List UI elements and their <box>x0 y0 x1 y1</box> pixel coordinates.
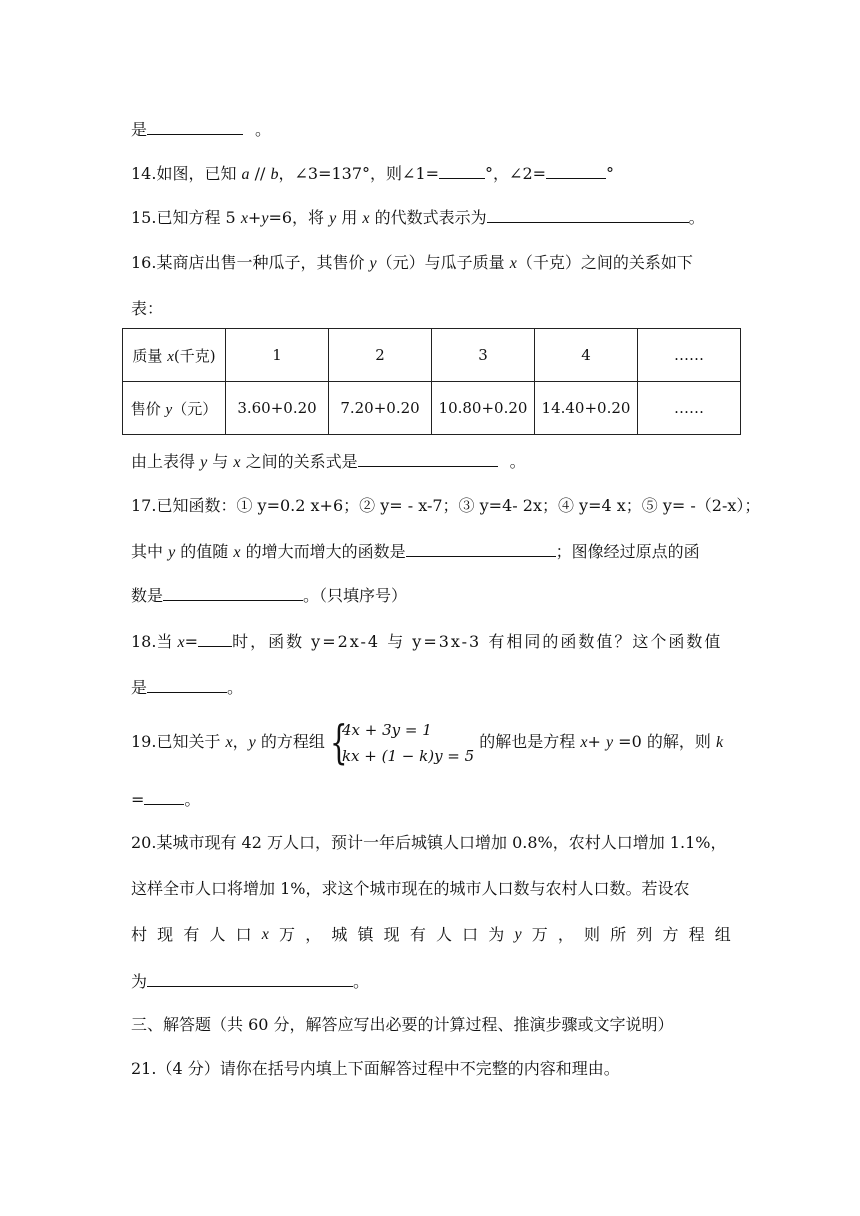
brace-symbol: { <box>329 714 348 769</box>
table-header-cell: 售价 y（元） <box>123 382 226 435</box>
answer-blank[interactable] <box>198 630 232 647</box>
table-cell: …… <box>638 382 741 435</box>
table-cell: 1 <box>226 329 329 382</box>
table-cell: 10.80+0.20 <box>432 382 535 435</box>
question-17-line3: 数是 。（只填序号） <box>131 586 408 605</box>
question-20-line3: 村 现 有 人 口 x 万 ， 城 镇 现 有 人 口 为 y 万 ， 则 所 列 方 程 组 <box>131 925 731 944</box>
q13-tail: 是 。 <box>131 120 272 139</box>
table-header-cell: 质量 x(千克) <box>123 329 226 382</box>
answer-blank[interactable] <box>147 970 353 987</box>
question-14: 14.如图，已知 a // b，∠3=137°，则∠1= °，∠2= ° <box>131 164 615 183</box>
question-19-line2: = 。 <box>131 790 201 809</box>
question-17-line2: 其中 y 的值随 x 的增大而增大的函数是 ；图像经过原点的函 <box>131 542 700 561</box>
table-cell: 3.60+0.20 <box>226 382 329 435</box>
answer-blank[interactable] <box>147 676 227 693</box>
question-20-line1: 20.某城市现有 42 万人口，预计一年后城镇人口增加 0.8%，农村人口增加 1.1%， <box>131 833 727 852</box>
equation-1: 4x + 3y = 1 <box>341 720 432 739</box>
answer-blank[interactable] <box>163 584 303 601</box>
price-table <box>122 328 741 435</box>
answer-blank[interactable] <box>406 540 556 557</box>
question-18-line1: 18.当 x= 时，函数 y=2x-4 与 y=3x-3 有相同的函数值？这个函数值 <box>131 632 723 651</box>
equation-system <box>329 714 475 769</box>
answer-blank[interactable] <box>487 206 689 223</box>
table-cell: 14.40+0.20 <box>535 382 638 435</box>
question-16-line2: 表： <box>131 299 164 318</box>
table-cell: 2 <box>329 329 432 382</box>
question-16-line1: 16.某商店出售一种瓜子，其售价 y（元）与瓜子质量 x（千克）之间的关系如下 <box>131 253 693 272</box>
table-cell: 3 <box>432 329 535 382</box>
answer-blank[interactable] <box>144 788 184 805</box>
table-row <box>123 382 741 435</box>
equation-2: kx + (1 − k)y = 5 <box>341 746 475 765</box>
answer-blank[interactable] <box>439 162 485 179</box>
table-cell: …… <box>638 329 741 382</box>
question-19-line1: 19.已知关于 x，y 的方程组 { 4x + 3y = 1 kx + (1 − k)y = 5 的解也是方程 x+ y =0 的解，则 k <box>131 714 724 769</box>
question-18-line2: 是 。 <box>131 678 244 697</box>
table-cell: 7.20+0.20 <box>329 382 432 435</box>
question-20-line2: 这样全市人口将增加 1%，求这个城市现在的城市人口数与农村人口数。若设农 <box>131 879 690 898</box>
answer-blank[interactable] <box>358 450 498 467</box>
answer-blank[interactable] <box>147 118 243 135</box>
question-21: 21.（4 分）请你在括号内填上下面解答过程中不完整的内容和理由。 <box>131 1059 620 1078</box>
answer-blank[interactable] <box>546 162 606 179</box>
table-cell: 4 <box>535 329 638 382</box>
table-row <box>123 329 741 382</box>
question-17-line1: 17.已知函数：① y=0.2 x+6；② y= - x-7；③ y=4- 2x；④ y=4 x；⑤ y= -（2-x）； <box>131 496 761 515</box>
section-heading: 三、解答题（共 60 分，解答应写出必要的计算过程、推演步骤或文字说明） <box>131 1015 674 1034</box>
question-20-line4: 为 。 <box>131 972 370 991</box>
question-16-after: 由上表得 y 与 x 之间的关系式是 。 <box>131 452 526 471</box>
question-15: 15.已知方程 5 x+y=6，将 y 用 x 的代数式表示为 。 <box>131 208 705 227</box>
